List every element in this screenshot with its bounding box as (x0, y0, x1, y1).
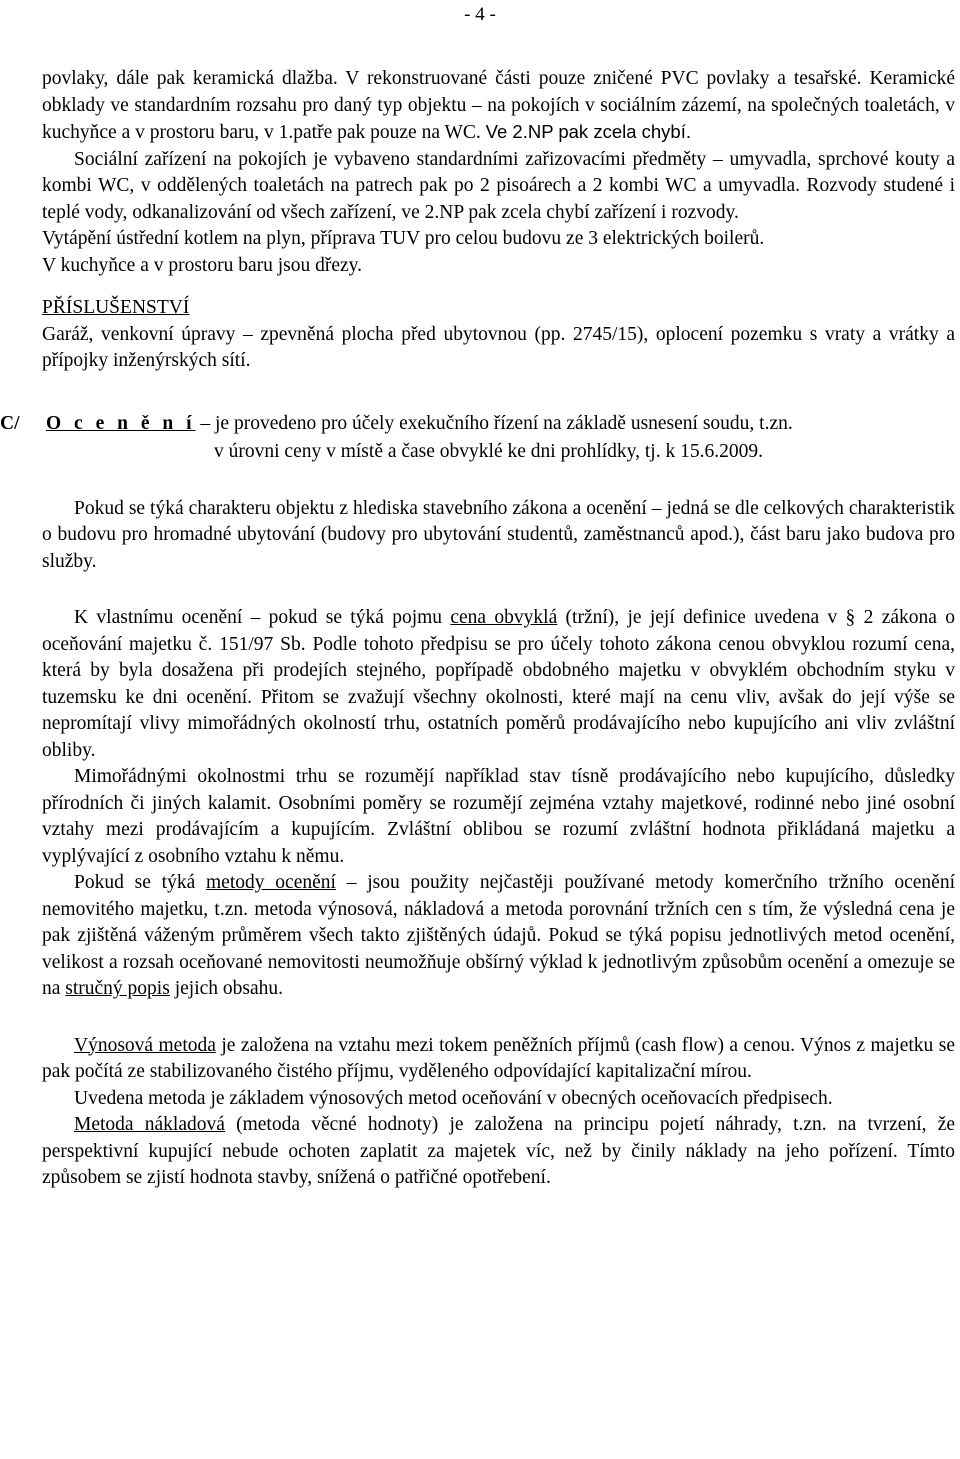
section-c-line2: v úrovni ceny v místě a čase obvyklé ke dni prohlídky, tj. k 15.6.2009. (214, 441, 763, 462)
methods-short-description: stručný popis (65, 978, 170, 999)
accessories-heading (42, 295, 955, 322)
methods-term: metody ocenění (206, 872, 336, 893)
paragraph-flooring (42, 66, 955, 147)
paragraph-sanitary: Sociální zařízení na pokojích je vybaveno standardními zařizovacími předměty – umyvadla, sprchové kouty a kombi WC, v oddělených toaletách na patrech pak po 2 pisoárech a 2 kombi WC a umyvadla. Rozvody studené i teplé vody, odkanalizování od všech zařízení, ve 2.NP pak zcela chybí zařízení i rozvody. (42, 148, 955, 223)
accessories-heading-text: PŘÍSLUŠENSTVÍ (42, 297, 190, 318)
cost-method-term: Metoda nákladová (74, 1114, 225, 1135)
page-number: - 4 - (464, 4, 496, 25)
market-value-term: cena obvyklá (450, 607, 558, 628)
section-c-label: C/ (0, 412, 20, 434)
document-body (0, 66, 956, 1192)
income-method-term: Výnosová metoda (74, 1034, 216, 1056)
paragraph-character: Pokud se týká charakteru objektu z hlediska stavebního zákona a ocenění – jedná se dle celkových charakteristik o budovu pro hromadné ubytování (budovy pro ubytování studentů, zaměstnanců apod.), část baru jako budova pro služby. (42, 497, 955, 572)
paragraph-accessories: Garáž, venkovní úpravy – zpevněná plocha před ubytovnou (pp. 2745/15), oplocení pozemku s vraty a vrátky a přípojky inženýrských sítí. (42, 323, 955, 371)
section-c-title: O c e n ě n í (46, 412, 196, 434)
paragraph-sinks: V kuchyňce a v prostoru baru jsou dřezy. (42, 254, 363, 276)
paragraph-methods (42, 870, 955, 1003)
flooring-text: povlaky, dále pak keramická dlažba. V rekonstruované části pouze zničené PVC povlaky a tesařské. Keramické obklady ve standardním rozsahu pro daný typ objektu – na pokojích v sociálním zázemí, na společných toaletách, v kuchyňce a v prostoru baru, v 1.patře pak pouze na WC. (42, 68, 955, 143)
cost-method-text: (metoda věcné hodnoty) je založena na principu pojetí náhrady, t.zn. na tvrzení, že perspektivní kupující nebude ochoten zaplatit za majetek víc, než by činily náklady na jeho pořízení. Tímto způsobem se zjistí hodnota stavby, snížená o patřičné opotřebení. (42, 1114, 956, 1188)
paragraph-heating: Vytápění ústřední kotlem na plyn, příprava TUV pro celou budovu ze 3 elektrických boilerů. (42, 228, 765, 249)
paragraph-market-value (42, 605, 955, 764)
market-value-after: (tržní), je její definice uvedena v § 2 zákona o oceňování majetku č. 151/97 Sb. Podle tohoto předpisu se pro účely tohoto zákona cenou obvyklou rozumí cena, která by byla dosažena při prodejích stejného, popřípadě obdobného majetku v obvyklém obchodním styku v tuzemsku ke dni ocenění. Přitom se zvažují všechny okolnosti, které mají na cenu vliv, avšak do její výše se nepromítají vlivy mimořádných okolností trhu, ostatních poměrů prodávajícího nebo kupujícího ani vliv zvláštní obliby. (42, 607, 955, 761)
market-value-before: K vlastnímu ocenění – pokud se týká pojmu (74, 607, 451, 628)
section-c-valuation (0, 411, 955, 466)
paragraph-income-method (42, 1033, 955, 1086)
paragraph-cost-method (42, 1112, 955, 1192)
paragraph-income-basis: Uvedena metoda je základem výnosových metod oceňování v obecných oceňovacích předpisech. (74, 1087, 833, 1109)
methods-middle: – jsou použity nejčastěji používané metody komerčního tržního ocenění nemovitého majetku, t.zn. metoda výnosová, nákladová a metoda porovnání tržních cen s tím, že výsledná cena je pak zjištěná váženým průměrem všech takto zjištěných údajů. Pokud se týká popisu jednotlivých metod ocenění, velikost a rozsah oceňované nemovitosti neumožňuje obšírný výklad k jednotlivým způsobům ocenění a omezuje se na (42, 872, 955, 999)
income-method-text: je založena na vztahu mezi tokem peněžních příjmů (cash flow) a cenou. Výnos z majetku se pak počítá ze stabilizovaného čistého příjmu, vyděleného odpovídající kapitalizační mírou. (42, 1034, 955, 1082)
section-c-line1-text: – je provedeno pro účely exekučního řízení na základě usnesení soudu, t.zn. (195, 412, 793, 434)
flooring-text-2np: Ve 2.NP pak zcela chybí. (485, 121, 692, 142)
section-c-line1 (0, 411, 955, 438)
paragraph-extraordinary: Mimořádnými okolnostmi trhu se rozumějí například stav tísně prodávajícího nebo kupujícího, důsledky přírodních či jiných kalamit. Osobními poměry se rozumějí zejména vztahy majetkové, rodinné nebo jiné osobní vztahy mezi prodávajícím a kupujícím. Zvláštní oblibou se rozumí zvláštní hodnota přikládaná majetku a vyplývající z osobního vztahu k němu. (42, 766, 955, 867)
methods-before: Pokud se týká (74, 872, 207, 893)
methods-after: jejich obsahu. (169, 978, 284, 999)
